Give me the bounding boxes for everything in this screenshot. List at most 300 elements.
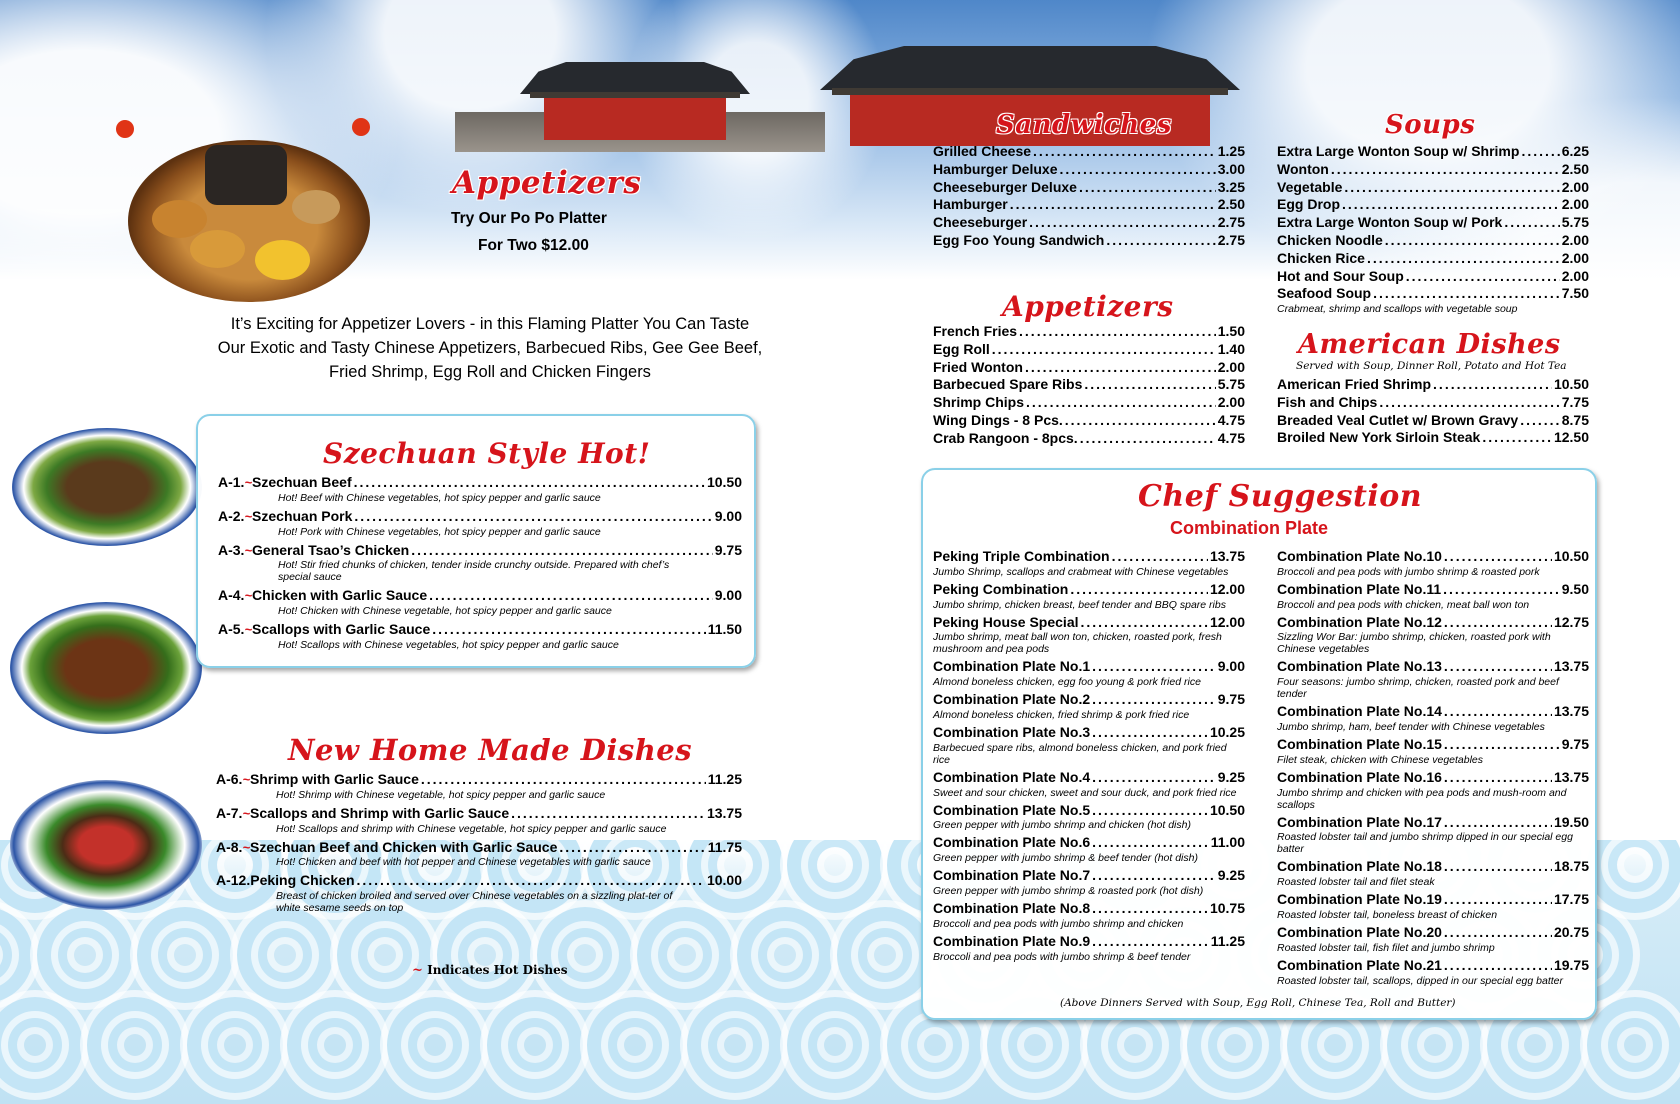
menu-item: [933, 548, 1245, 578]
item-price: 10.75: [1209, 899, 1245, 916]
item-code: [216, 872, 250, 890]
leader-dots: [357, 872, 705, 890]
item-name: Peking House Special: [933, 613, 1079, 630]
item-price: 19.75: [1553, 956, 1589, 973]
menu-item-row: [216, 839, 742, 857]
item-price: 11.25: [707, 771, 742, 787]
item-code-text: A-2.: [218, 507, 245, 524]
swirl-shape: [780, 990, 890, 1100]
menu-item: [1277, 858, 1589, 888]
item-price: 11.50: [707, 621, 742, 638]
menu-item-row: [933, 376, 1245, 394]
menu-item: [1277, 232, 1589, 250]
menu-item-row: [1277, 285, 1589, 303]
menu-item-row: [218, 474, 742, 492]
item-price: 5.75: [1561, 214, 1589, 231]
leader-dots: [1444, 736, 1560, 754]
item-name: Peking Combination: [933, 580, 1069, 597]
menu-item: [933, 867, 1245, 897]
leader-dots: [1059, 161, 1215, 179]
leader-dots: [1444, 614, 1552, 632]
item-name: Egg Roll: [933, 340, 990, 357]
menu-item-row: [933, 834, 1245, 852]
leader-dots: [1444, 703, 1552, 721]
item-name: Scallops with Garlic Sauce: [252, 621, 431, 638]
menu-item: [933, 214, 1245, 232]
item-name: Combination Plate No.4: [933, 768, 1091, 785]
menu-item-row: [933, 900, 1245, 918]
item-code-text: A-6.: [216, 771, 243, 787]
leader-dots: [1406, 268, 1560, 286]
menu-item-row: [933, 724, 1245, 742]
menu-item-row: [933, 769, 1245, 787]
menu-item-row: [933, 394, 1245, 412]
platter-desc-3: Fried Shrimp, Egg Roll and Chicken Fingers: [329, 363, 651, 381]
leader-dots: [354, 474, 705, 492]
menu-item-row: [1277, 924, 1589, 942]
item-name: Szechuan Beef and Chicken with Garlic Sauce: [250, 838, 558, 855]
soups-list: [1277, 143, 1589, 315]
menu-item-row: [933, 323, 1245, 341]
item-description: Green pepper with jumbo shrimp and chicken (hot dish): [933, 819, 1191, 832]
menu-item: [1277, 658, 1589, 700]
item-name: Vegetable: [1277, 178, 1343, 195]
item-description: Hot! Shrimp with Chinese vegetable, hot spicy pepper and garlic sauce: [276, 788, 606, 801]
swirl-shape: [280, 990, 390, 1100]
item-name: Combination Plate No.20: [1277, 923, 1442, 940]
item-name: Shrimp Chips: [933, 394, 1025, 411]
item-description: Filet steak, chicken with Chinese vegetables: [1277, 753, 1484, 766]
leader-dots: [1444, 769, 1552, 787]
item-price: 2.00: [1561, 267, 1589, 284]
menu-item: [1277, 161, 1589, 179]
leader-dots: [1444, 891, 1552, 909]
item-name: Combination Plate No.14: [1277, 703, 1442, 720]
item-code: [216, 839, 250, 857]
menu-item: [933, 412, 1245, 430]
menu-item-row: [933, 614, 1245, 632]
menu-item-row: [933, 179, 1245, 197]
leader-dots: [1112, 548, 1208, 566]
red-swirl-icon: ~: [244, 475, 253, 490]
leader-dots: [1344, 179, 1559, 197]
leader-dots: [1385, 232, 1560, 250]
leader-dots: [511, 805, 705, 823]
menu-item: [1277, 548, 1589, 578]
item-code: [218, 474, 252, 492]
menu-item: [1277, 736, 1589, 766]
menu-item: [1277, 924, 1589, 954]
menu-item-row: [1277, 891, 1589, 909]
leader-dots: [1373, 285, 1560, 303]
menu-item-row: [933, 802, 1245, 820]
swirl-shape: [580, 990, 690, 1100]
menu-item-row: [933, 143, 1245, 161]
menu-item: [1277, 268, 1589, 286]
item-code-text: A-1.: [218, 474, 245, 490]
chef-left-list: [933, 548, 1245, 966]
menu-item: [933, 614, 1245, 656]
item-name: Extra Large Wonton Soup w/ Shrimp: [1277, 143, 1520, 159]
item-price: 2.00: [1561, 178, 1589, 195]
item-price: 2.75: [1217, 214, 1245, 231]
item-name: Szechuan Beef: [252, 474, 352, 490]
item-name: Combination Plate No.12: [1277, 613, 1442, 630]
item-price: 13.75: [1553, 703, 1589, 720]
leader-dots: [1367, 250, 1560, 268]
menu-item-row: [218, 621, 742, 639]
item-price: 11.75: [707, 838, 742, 855]
item-price: 9.25: [1217, 867, 1245, 884]
menu-item: [216, 771, 742, 801]
item-price: 11.25: [1210, 932, 1245, 949]
menu-item: [933, 581, 1245, 611]
item-name: Combination Plate No.21: [1277, 956, 1442, 973]
item-name: Wonton: [1277, 160, 1329, 177]
menu-item-row: [1277, 268, 1589, 286]
menu-item-row: [1277, 957, 1589, 975]
item-name: Combination Plate No.8: [933, 899, 1091, 916]
menu-item-row: [933, 933, 1245, 951]
item-code-text: A-12.: [216, 872, 251, 889]
item-name: Hamburger Deluxe: [933, 160, 1058, 177]
menu-item-row: [1277, 232, 1589, 250]
item-price: 3.00: [1217, 160, 1245, 177]
leader-dots: [1092, 802, 1208, 820]
leader-dots: [1504, 214, 1559, 232]
menu-item: [1277, 957, 1589, 987]
appetizers-right-title: Appetizers: [1002, 290, 1174, 323]
menu-item: [1277, 891, 1589, 921]
menu-item: [933, 232, 1245, 250]
chef-subtitle: Combination Plate: [1170, 518, 1329, 538]
swirl-shape: [380, 990, 490, 1100]
menu-item-row: [933, 214, 1245, 232]
menu-item-row: [933, 232, 1245, 250]
item-price: 1.25: [1217, 143, 1245, 159]
swirl-shape: [680, 990, 790, 1100]
platter-description: [100, 312, 880, 384]
item-price: 2.00: [1561, 196, 1589, 213]
item-price: 9.75: [714, 541, 742, 558]
menu-item: [1277, 429, 1589, 447]
menu-item: [218, 542, 742, 584]
menu-item: [1277, 196, 1589, 214]
leader-dots: [1444, 658, 1552, 676]
item-name: Peking Triple Combination: [933, 548, 1110, 564]
menu-item: [933, 394, 1245, 412]
item-name: Hamburger: [933, 196, 1008, 213]
leader-dots: [1033, 143, 1216, 161]
menu-item: [933, 658, 1245, 688]
menu-item-row: [1277, 179, 1589, 197]
item-name: Chicken with Garlic Sauce: [252, 587, 428, 604]
leader-dots: [429, 587, 713, 605]
item-price: 10.25: [1209, 723, 1245, 740]
menu-item: [933, 323, 1245, 341]
item-description: Almond boneless chicken, egg foo young & pork fried rice: [933, 676, 1201, 689]
item-name: Combination Plate No.11: [1277, 580, 1442, 597]
leader-dots: [1065, 412, 1216, 430]
menu-item: [933, 769, 1245, 799]
item-description: Jumbo shrimp, chicken breast, beef tender and BBQ spare ribs: [933, 598, 1226, 611]
leader-dots: [411, 542, 713, 560]
leader-dots: [1070, 581, 1208, 599]
leader-dots: [1379, 394, 1559, 412]
menu-item-row: [1277, 250, 1589, 268]
menu-item-row: [1277, 658, 1589, 676]
item-description: Roasted lobster tail, boneless breast of chicken: [1277, 908, 1498, 921]
chef-title: Chef Suggestion: [1138, 479, 1423, 514]
leader-dots: [1331, 161, 1560, 179]
item-name: Shrimp with Garlic Sauce: [250, 771, 419, 787]
menu-item-row: [933, 412, 1245, 430]
red-swirl-icon: ~: [244, 622, 253, 638]
item-price: 2.00: [1217, 358, 1245, 375]
menu-item: [1277, 143, 1589, 161]
swirl-shape: [480, 990, 590, 1100]
menu-item-row: [1277, 614, 1589, 632]
item-price: 13.75: [706, 804, 742, 821]
item-price: 13.75: [1553, 658, 1589, 675]
item-description: Hot! Scallops and shrimp with Chinese vegetable, hot spicy pepper and garlic sauce: [276, 822, 667, 835]
soup-note: Crabmeat, shrimp and scallops with vegetable soup: [1277, 303, 1518, 316]
red-swirl-icon: ~: [412, 963, 423, 978]
menu-item: [1277, 214, 1589, 232]
menu-item-row: [1277, 143, 1589, 161]
item-price: 7.75: [1561, 393, 1589, 410]
item-price: 3.25: [1217, 178, 1245, 195]
item-price: 10.50: [706, 474, 742, 490]
item-price: 10.50: [1209, 801, 1245, 818]
platter-line-1: Try Our Po Po Platter: [451, 210, 607, 227]
menu-item-row: [933, 867, 1245, 885]
item-price: 9.75: [1561, 735, 1589, 752]
item-price: 9.75: [1217, 691, 1245, 708]
item-price: 5.75: [1217, 376, 1245, 393]
item-name: Combination Plate No.3: [933, 723, 1091, 740]
leader-dots: [354, 508, 712, 526]
item-description: Broccoli and pea pods with chicken, meat ball won ton: [1277, 598, 1530, 611]
item-description: Broccoli and pea pods with jumbo shrimp & roasted pork: [1277, 565, 1540, 578]
item-price: 7.50: [1561, 285, 1589, 302]
item-description: Jumbo shrimp, ham, beef tender with Chinese vegetables: [1277, 720, 1545, 733]
menu-item: [218, 474, 742, 504]
item-name: Fish and Chips: [1277, 393, 1378, 410]
red-swirl-icon: ~: [244, 508, 253, 524]
item-price: 17.75: [1553, 891, 1589, 908]
item-price: 10.50: [1553, 376, 1589, 392]
item-name: Combination Plate No.19: [1277, 891, 1442, 908]
leader-dots: [1025, 359, 1216, 377]
item-description: Broccoli and pea pods with jumbo shrimp & beef tender: [933, 950, 1191, 963]
menu-item: [216, 872, 742, 914]
item-name: Grilled Cheese: [933, 143, 1032, 159]
item-description: Sweet and sour chicken, sweet and sour duck, and pork fried rice: [933, 786, 1237, 799]
appetizers-left-title: Appetizers: [452, 165, 642, 201]
menu-item: [933, 143, 1245, 161]
menu-item: [1277, 285, 1589, 303]
menu-item-row: [1277, 394, 1589, 412]
leader-dots: [1342, 196, 1560, 214]
item-name: Combination Plate No.17: [1277, 813, 1442, 830]
item-code-text: A-5.: [218, 621, 245, 638]
item-name: Breaded Veal Cutlet w/ Brown Gravy: [1277, 411, 1519, 428]
item-description: Hot! Pork with Chinese vegetables, hot spicy pepper and garlic sauce: [278, 525, 601, 538]
menu-item-row: [1277, 376, 1589, 394]
menu-item: [218, 587, 742, 617]
item-code-text: A-4.: [218, 587, 245, 604]
item-description: Hot! Chicken and beef with hot pepper and Chinese vegetables with garlic sauce: [276, 856, 651, 869]
item-code: [218, 508, 252, 526]
menu-item-row: [933, 548, 1245, 566]
menu-item: [1277, 179, 1589, 197]
menu-item: [1277, 614, 1589, 656]
new-home-title: New Home Made Dishes: [288, 733, 693, 767]
menu-item-row: [1277, 581, 1589, 599]
platter-line-2: For Two $12.00: [478, 237, 589, 254]
item-price: 20.75: [1553, 923, 1589, 940]
item-name: Combination Plate No.6: [933, 834, 1091, 851]
menu-item: [218, 508, 742, 538]
red-swirl-icon: ~: [244, 542, 253, 558]
leader-dots: [1081, 614, 1208, 632]
item-name: French Fries: [933, 323, 1018, 339]
menu-item: [218, 621, 742, 651]
item-description: Jumbo Shrimp, scallops and crabmeat with Chinese vegetables: [933, 565, 1229, 578]
leader-dots: [1443, 581, 1560, 599]
leader-dots: [1092, 900, 1208, 918]
item-price: 8.75: [1561, 411, 1589, 428]
chef-right-list: [1277, 548, 1589, 990]
menu-item-row: [933, 341, 1245, 359]
leader-dots: [1029, 214, 1216, 232]
item-name: American Fried Shrimp: [1277, 376, 1432, 392]
menu-item: [1277, 703, 1589, 733]
item-description: Broccoli and pea pods with jumbo shrimp and chicken: [933, 917, 1184, 930]
leader-dots: [1092, 658, 1216, 676]
item-price: 2.75: [1217, 231, 1245, 248]
menu-item-row: [1277, 703, 1589, 721]
menu-item-row: [933, 359, 1245, 377]
item-name: Peking Chicken: [250, 872, 355, 889]
menu-item: [933, 161, 1245, 179]
leader-dots: [1092, 769, 1216, 787]
menu-item-row: [1277, 548, 1589, 566]
menu-item-row: [216, 805, 742, 823]
item-description: Hot! Beef with Chinese vegetables, hot spicy pepper and garlic sauce: [278, 491, 601, 504]
menu-item-row: [933, 430, 1245, 448]
item-price: 2.50: [1561, 160, 1589, 177]
item-price: 9.00: [1217, 658, 1245, 675]
leader-dots: [1084, 376, 1215, 394]
item-description: Green pepper with jumbo shrimp & beef tender (hot dish): [933, 852, 1198, 865]
leader-dots: [1433, 376, 1552, 394]
menu-item-row: [1277, 736, 1589, 754]
item-name: Egg Foo Young Sandwich: [933, 231, 1105, 248]
menu-item-row: [216, 872, 742, 890]
item-name: Fried Wonton: [933, 358, 1023, 375]
item-name: Combination Plate No.2: [933, 691, 1091, 708]
menu-item-row: [1277, 196, 1589, 214]
menu-item-row: [218, 587, 742, 605]
red-swirl-icon: ~: [244, 588, 253, 604]
item-name: Combination Plate No.16: [1277, 768, 1442, 785]
item-price: 9.00: [714, 587, 742, 604]
leader-dots: [1080, 430, 1216, 448]
new-home-list: [216, 771, 742, 918]
leader-dots: [1444, 924, 1552, 942]
menu-item: [1277, 412, 1589, 430]
item-name: Seafood Soup: [1277, 285, 1372, 302]
item-price: 10.00: [706, 872, 742, 889]
menu-item-row: [933, 196, 1245, 214]
hot-legend-text: Indicates Hot Dishes: [427, 963, 568, 977]
leader-dots: [1092, 834, 1209, 852]
item-name: Szechuan Pork: [252, 507, 353, 524]
item-name: Scallops and Shrimp with Garlic Sauce: [250, 804, 510, 821]
menu-item: [1277, 581, 1589, 611]
menu-item: [933, 376, 1245, 394]
item-code: [218, 542, 252, 560]
menu-item: [933, 359, 1245, 377]
item-price: 12.00: [1209, 580, 1245, 597]
leader-dots: [1079, 179, 1216, 197]
chef-footer: (Above Dinners Served with Soup, Egg Roll, Chinese Tea, Roll and Butter): [1060, 997, 1456, 1009]
item-code: [218, 587, 252, 605]
item-name: Combination Plate No.18: [1277, 858, 1442, 875]
item-description: Barbecued spare ribs, almond boneless chicken, and pork fried rice: [933, 741, 1227, 766]
american-subtitle: Served with Soup, Dinner Roll, Potato and Hot Tea: [1296, 360, 1567, 372]
item-price: 2.50: [1217, 196, 1245, 213]
menu-item: [933, 933, 1245, 963]
menu-item-row: [1277, 412, 1589, 430]
item-price: 13.75: [1209, 548, 1245, 564]
item-name: Broiled New York Sirloin Steak: [1277, 429, 1481, 446]
item-price: 2.00: [1217, 394, 1245, 411]
item-description: Roasted lobster tail, fish filet and jumbo shrimp: [1277, 941, 1495, 954]
item-name: Crab Rangoon - 8pcs.: [933, 429, 1078, 446]
item-price: 12.00: [1209, 613, 1245, 630]
soups-title: Soups: [1385, 110, 1476, 140]
item-description: Roasted lobster tail, scallops, dipped in our special egg batter: [1277, 974, 1564, 987]
item-price: 2.00: [1561, 249, 1589, 266]
item-name: Hot and Sour Soup: [1277, 267, 1404, 284]
menu-item-row: [218, 508, 742, 526]
item-description: Hot! Chicken with Chinese vegetable, hot spicy pepper and garlic sauce: [278, 605, 612, 618]
menu-item-row: [1277, 161, 1589, 179]
item-price: 12.50: [1553, 429, 1589, 446]
item-description: Roasted lobster tail and jumbo shrimp dipped in our special egg batter: [1277, 831, 1573, 856]
menu-item: [216, 805, 742, 835]
menu-item: [933, 196, 1245, 214]
red-swirl-icon: ~: [242, 772, 251, 787]
platter-desc-2: Our Exotic and Tasty Chinese Appetizers, Barbecued Ribs, Gee Gee Beef,: [217, 339, 763, 357]
american-title: American Dishes: [1298, 329, 1561, 360]
item-code: [216, 771, 250, 789]
item-price: 12.75: [1553, 613, 1589, 630]
menu-item-row: [933, 658, 1245, 676]
item-price: 4.75: [1217, 429, 1245, 446]
item-name: Egg Drop: [1277, 196, 1340, 213]
item-description: Green pepper with jumbo shrimp & roasted pork (hot dish): [933, 884, 1204, 897]
item-price: 1.50: [1217, 323, 1245, 339]
item-description: Jumbo shrimp, meat ball won ton, chicken, roasted pork, fresh mushroom and pea pods: [933, 631, 1222, 656]
item-price: 9.50: [1561, 580, 1589, 597]
item-name: General Tsao’s Chicken: [252, 541, 410, 558]
sandwiches-title: Sandwiches: [996, 110, 1172, 140]
leader-dots: [1092, 691, 1216, 709]
